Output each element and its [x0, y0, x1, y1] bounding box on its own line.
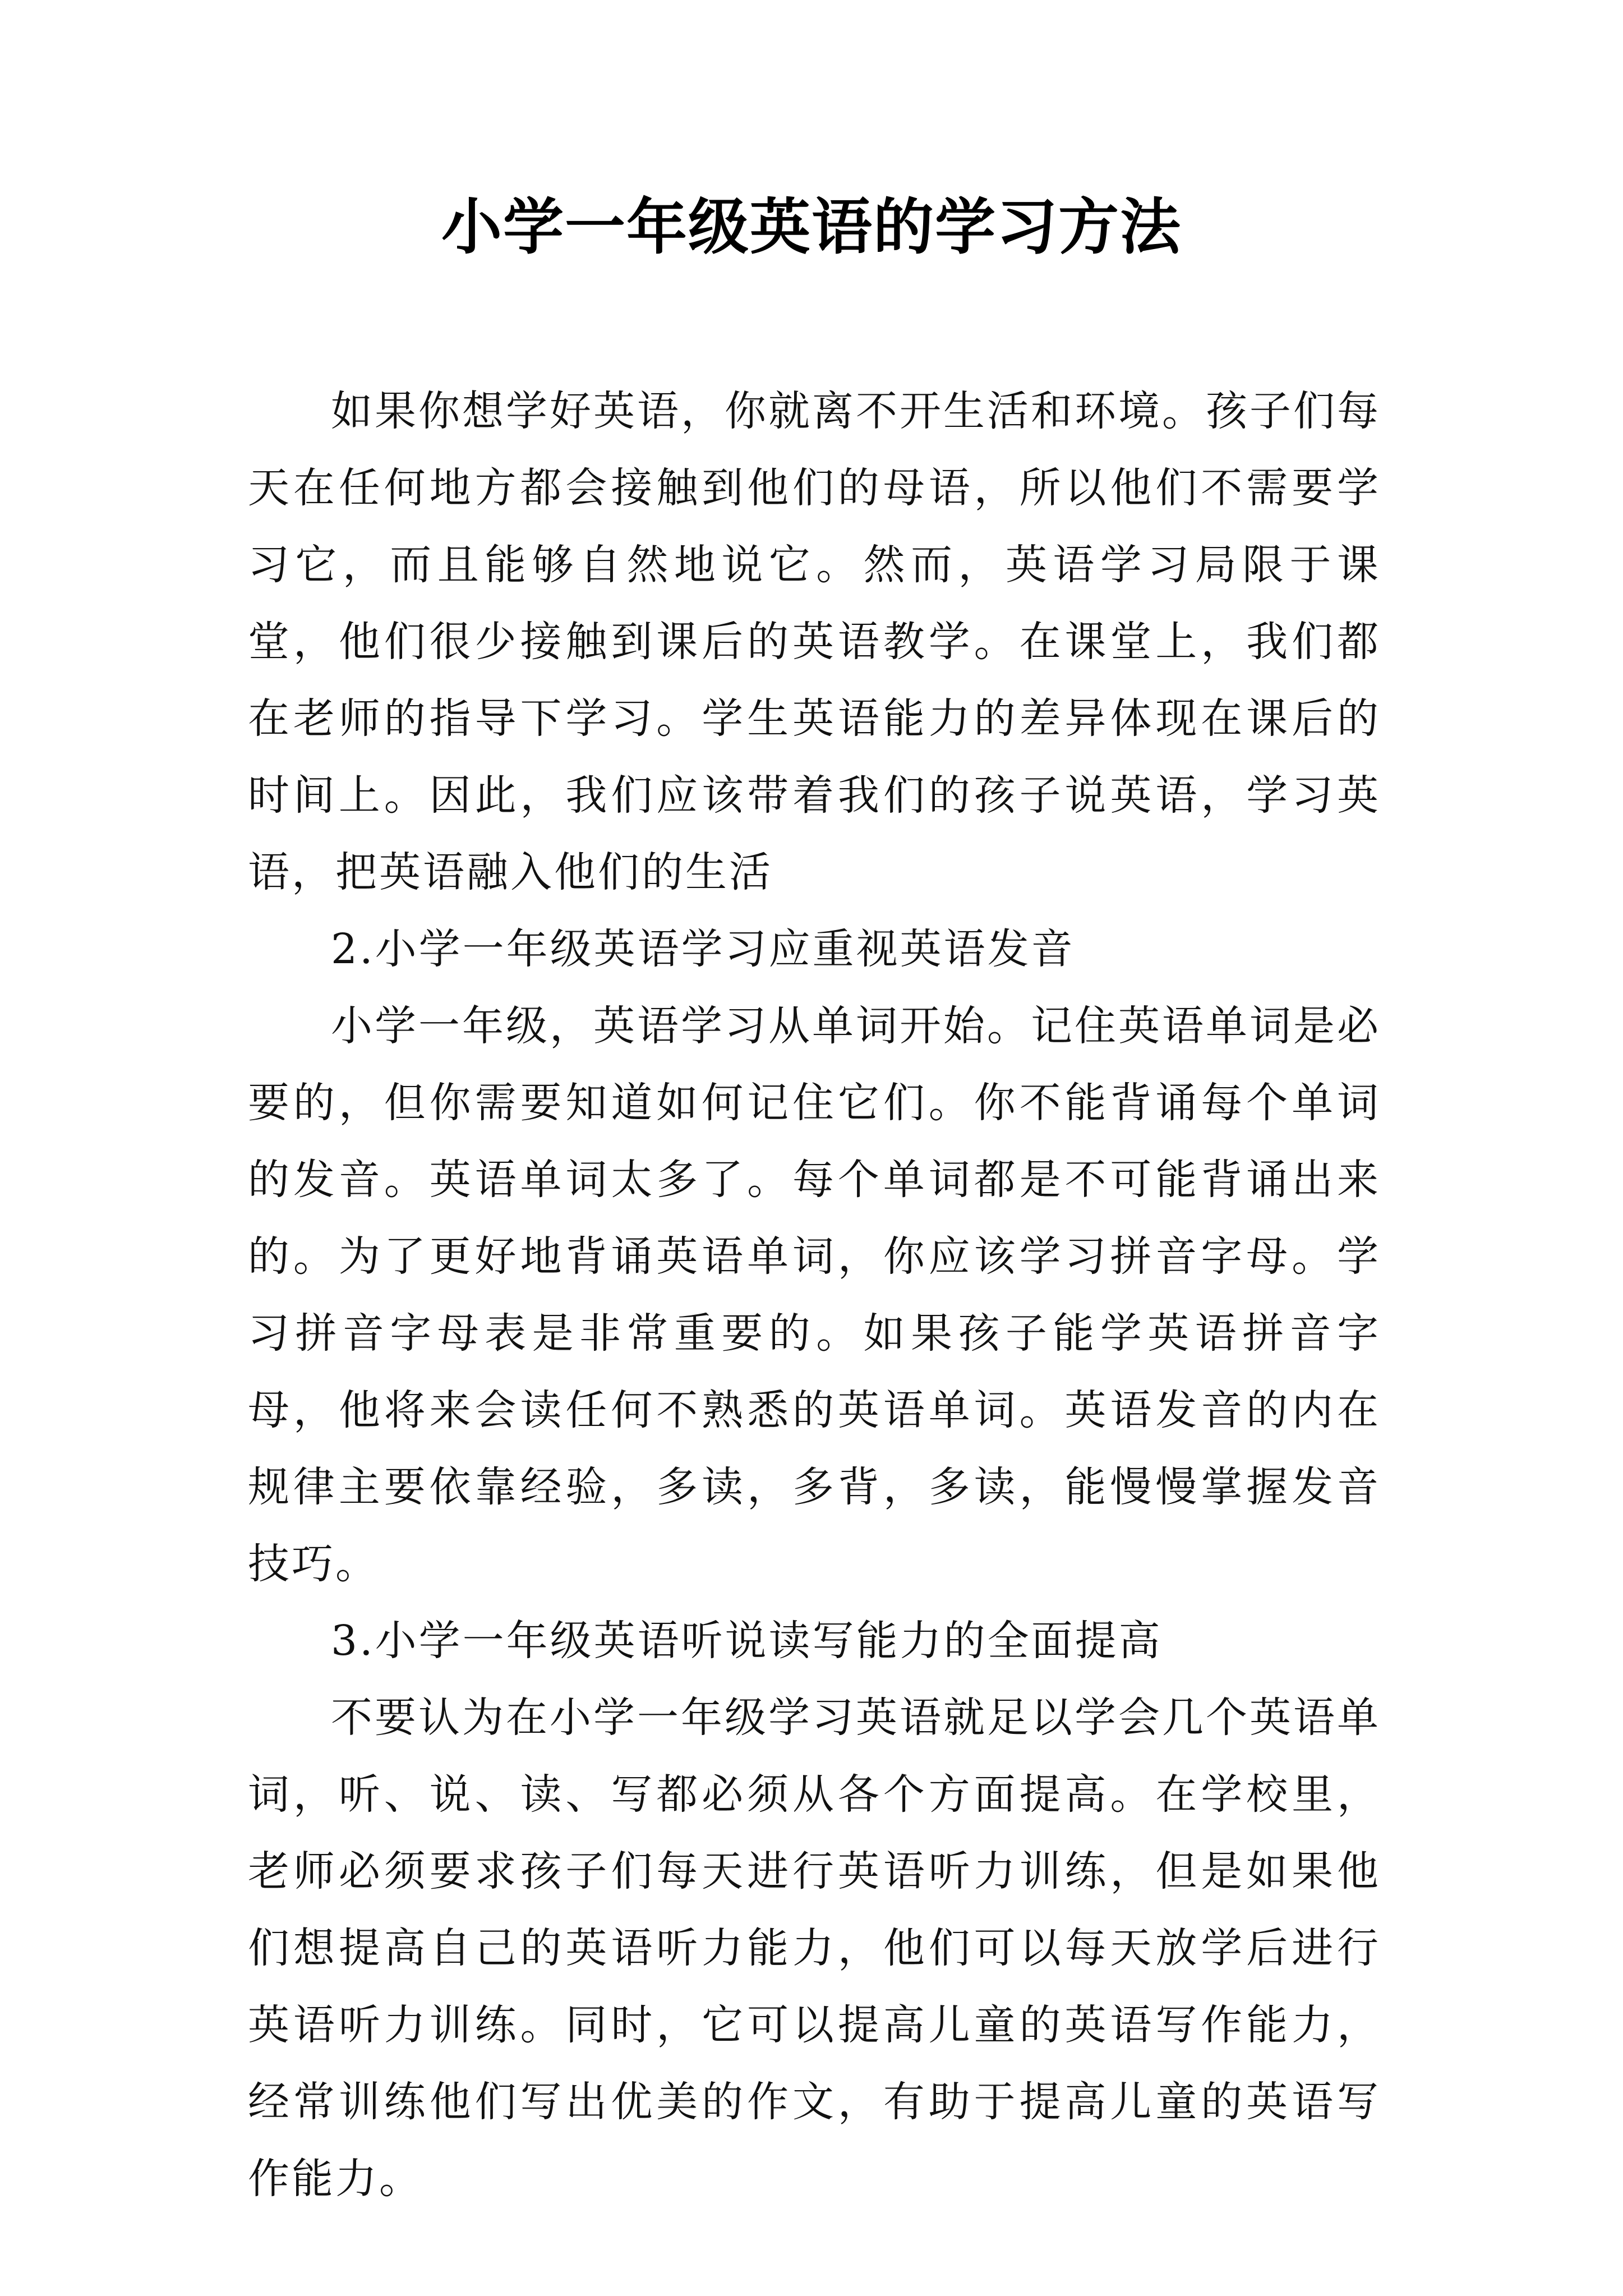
document-body — [248, 373, 1381, 2217]
paragraph-skills: 不要认为在小学一年级学习英语就足以学会几个英语单词，听、说、读、写都必须从各个方面提高。在学校里，老师必须要求孩子们每天进行英语听力训练，但是如果他们想提高自己的英语听力能力，他们可以每天放学后进行英语听力训练。同时，它可以提高儿童的英语写作能力，经常训练他们写出优美的作文，有助于提高儿童的英语写作能力。 — [248, 1694, 1381, 2203]
paragraph-intro: 如果你想学好英语，你就离不开生活和环境。孩子们每天在任何地方都会接触到他们的母语，所以他们不需要学习它，而且能够自然地说它。然而，英语学习局限于课堂，他们很少接触到课后的英语教学。在课堂上，我们都在老师的指导下学习。学生英语能力的差异体现在课后的时间上。因此，我们应该带着我们的孩子说英语，学习英语，把英语融入他们的生活 — [248, 387, 1381, 896]
section-heading-pronunciation: 2.小学一年级英语学习应重视英语发音 — [331, 925, 1075, 973]
document-title: 小学一年级英语的学习方法 — [441, 192, 1182, 263]
paragraph-pronunciation: 小学一年级，英语学习从单词开始。记住英语单词是必要的，但你需要知道如何记住它们。你不能背诵每个单词的发音。英语单词太多了。每个单词都是不可能背诵出来的。为了更好地背诵英语单词，你应该学习拼音字母。学习拼音字母表是非常重要的。如果孩子能学英语拼音字母，他将来会读任何不熟悉的英语单词。英语发音的内在规律主要依靠经验，多读，多背，多读，能慢慢掌握发音技巧。 — [248, 1002, 1381, 1588]
section-heading-skills: 3.小学一年级英语听说读写能力的全面提高 — [331, 1617, 1163, 1665]
